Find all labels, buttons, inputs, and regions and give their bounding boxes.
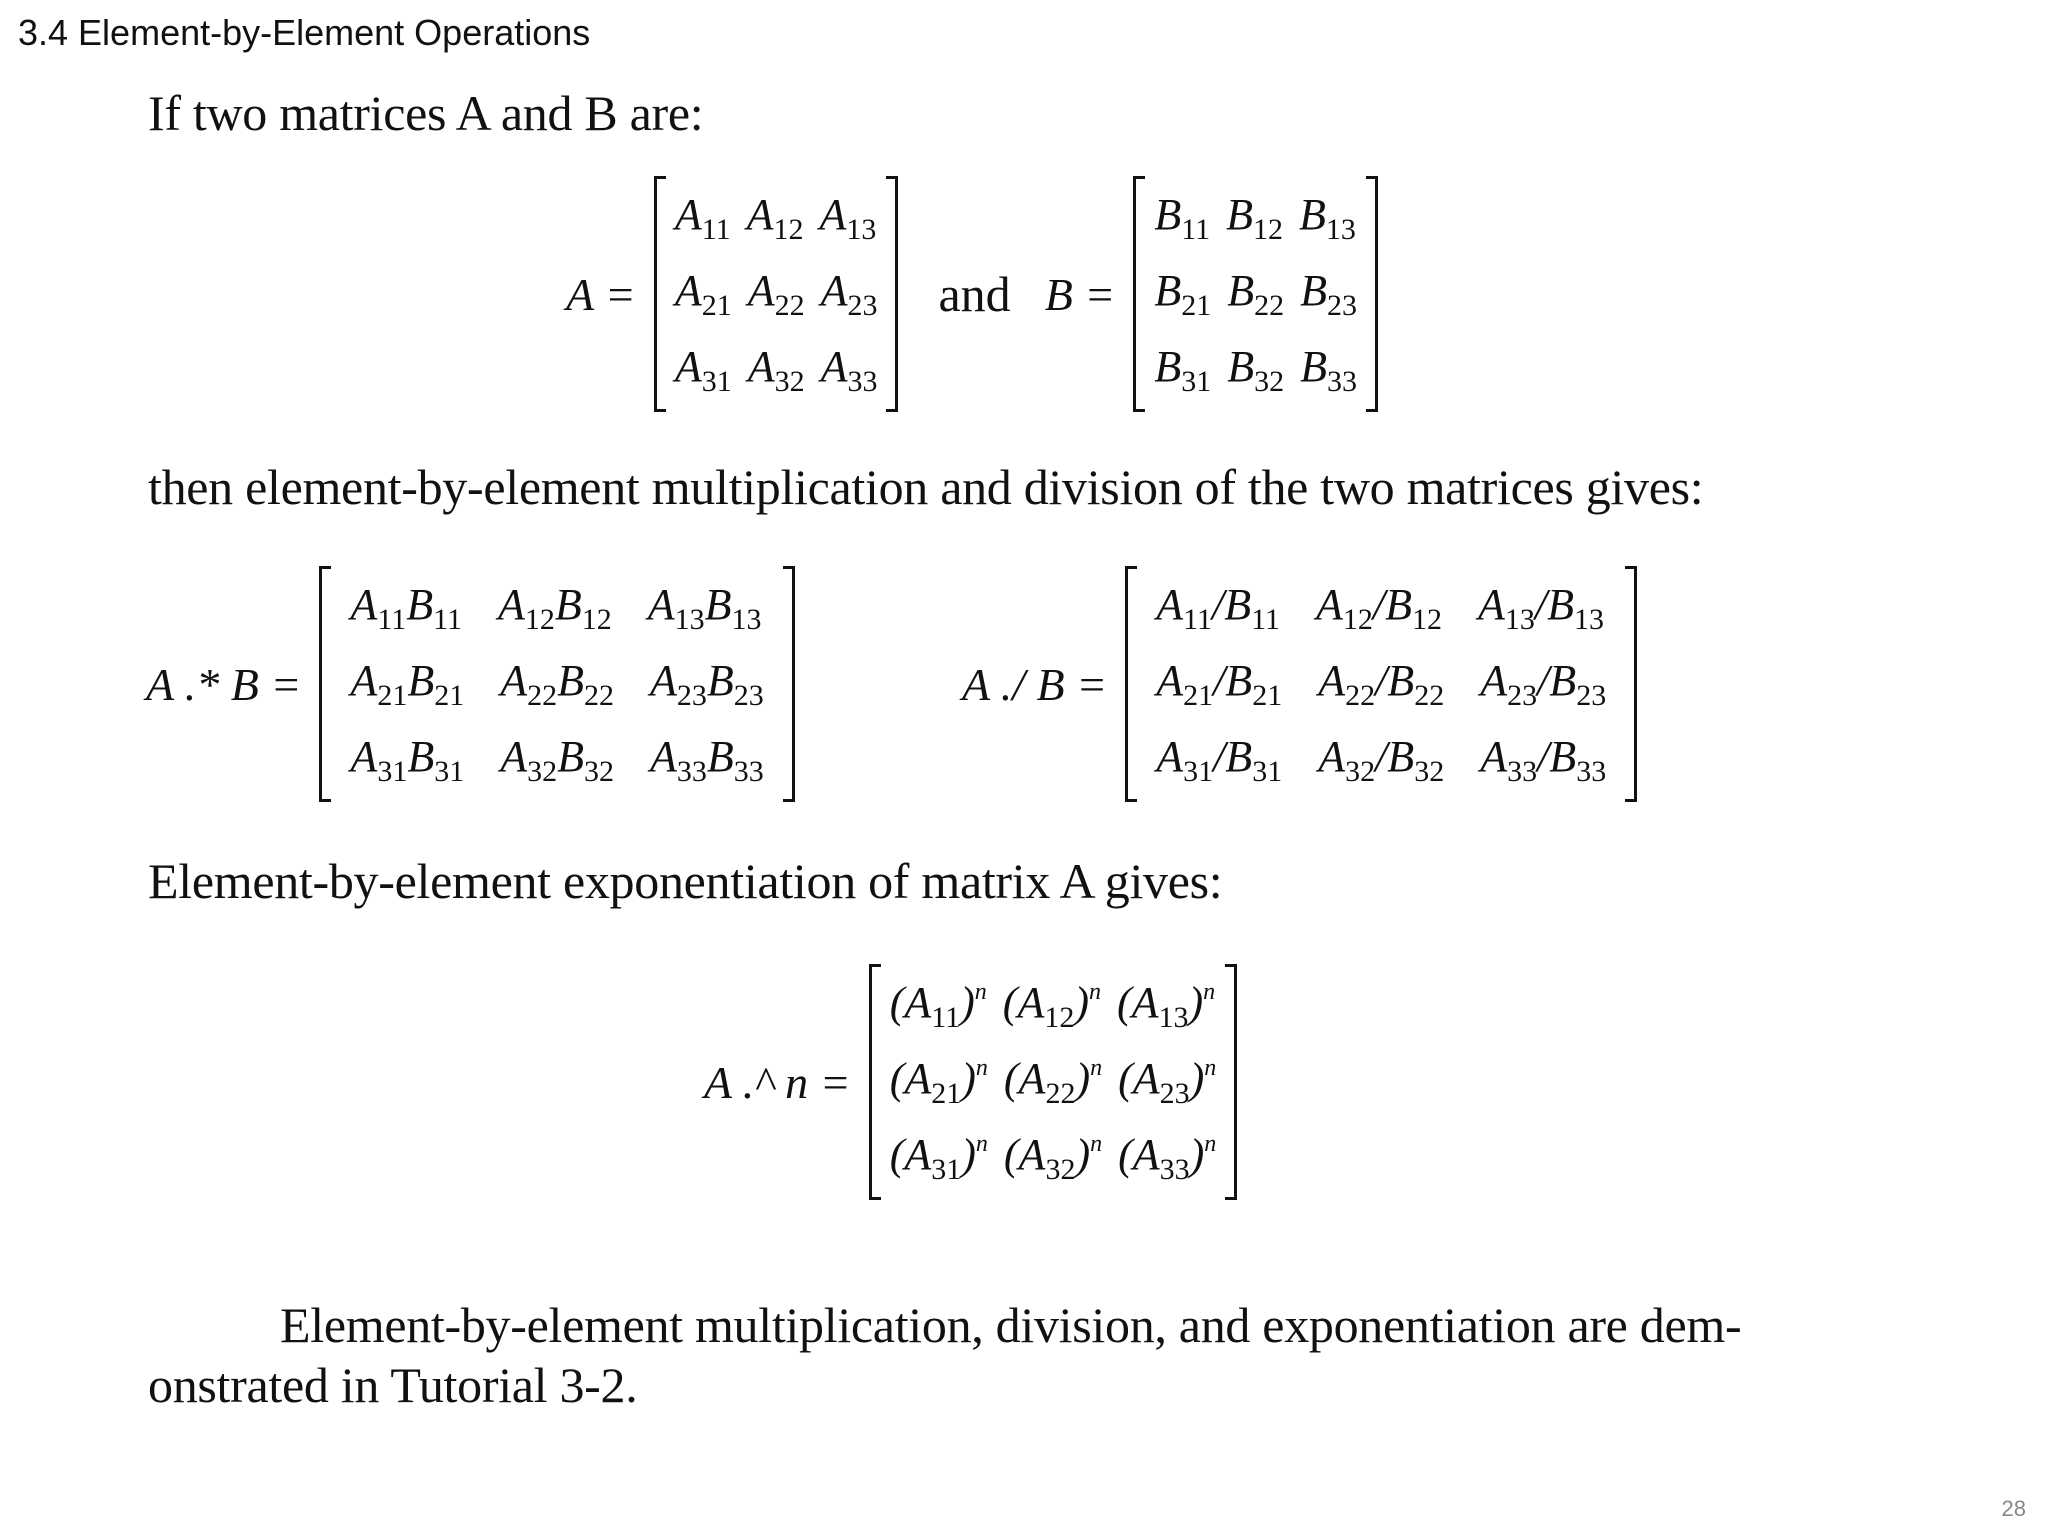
matrix-b-cell: $B_{23}$ — [1300, 266, 1357, 322]
matrix-a-cell: $A_{32}$ — [747, 342, 805, 398]
power-matrix-cell: $(A_{13})^n$ — [1116, 978, 1216, 1034]
product-matrix-cell: $A_{23}B_{23}$ — [649, 656, 764, 712]
matrix-a-row — [667, 332, 886, 408]
product-matrix-row — [332, 646, 781, 722]
product-matrix-row — [332, 570, 781, 646]
division-label: A ./ B = — [962, 658, 1108, 710]
product-matrix-cell: $A_{32}B_{32}$ — [500, 732, 614, 788]
matrix-a-cell: $A_{22}$ — [747, 266, 805, 322]
quotient-matrix-cell: $A_{13}/B_{13}$ — [1477, 580, 1604, 636]
page-number: 28 — [2001, 1496, 2026, 1521]
division-equation — [962, 566, 1637, 802]
exponentiation-label: A .^ n = — [704, 1056, 851, 1108]
matrix-a-row — [667, 180, 886, 256]
matrix-a-cell: $A_{11}$ — [674, 190, 731, 246]
power-matrix-cell: $(A_{11})^n$ — [889, 978, 987, 1034]
quotient-matrix-cell: $A_{12}/B_{12}$ — [1315, 580, 1442, 636]
power-matrix-row — [882, 1120, 1225, 1196]
quotient-matrix-cell: $A_{11}/B_{11}$ — [1156, 580, 1280, 636]
matrix-b-row — [1146, 332, 1365, 408]
quotient-matrix-cell: $A_{23}/B_{23}$ — [1480, 656, 1607, 712]
product-matrix-cell: $A_{33}B_{33}$ — [649, 732, 764, 788]
matrix-b-cell: $B_{31}$ — [1154, 342, 1212, 398]
matrix-b-row — [1146, 180, 1365, 256]
mult-div-text: then element-by-element multiplication and division of the two matrices gives: — [148, 459, 1704, 515]
matrix-a-cell: $A_{12}$ — [746, 190, 804, 246]
matrix-a — [654, 176, 899, 412]
matrix-b — [1133, 176, 1378, 412]
matrix-b-label: B = — [1044, 268, 1116, 320]
matrix-b-cell: $B_{21}$ — [1154, 266, 1212, 322]
product-matrix-cell: $A_{12}B_{12}$ — [497, 580, 612, 636]
product-matrix-row — [332, 722, 781, 798]
matrix-definition-equation — [566, 176, 1378, 412]
quotient-matrix-cell: $A_{32}/B_{32}$ — [1318, 732, 1445, 788]
power-matrix-cell: $(A_{23})^n$ — [1118, 1054, 1217, 1110]
matrix-b-cell: $B_{13}$ — [1299, 190, 1356, 246]
power-matrix-cell: $(A_{12})^n$ — [1002, 978, 1101, 1034]
intro-text: If two matrices A and B are: — [148, 85, 704, 141]
power-matrix-row — [882, 1044, 1225, 1120]
product-matrix-cell: $A_{11}B_{11}$ — [350, 580, 462, 636]
power-matrix-cell: $(A_{21})^n$ — [889, 1054, 988, 1110]
product-matrix-cell: $A_{31}B_{31}$ — [350, 732, 465, 788]
power-matrix — [869, 964, 1238, 1200]
matrix-a-cell: $A_{23}$ — [820, 266, 878, 322]
power-matrix-cell: $(A_{33})^n$ — [1118, 1130, 1217, 1186]
quotient-matrix-row — [1138, 570, 1624, 646]
matrix-a-cell: $A_{21}$ — [674, 266, 732, 322]
power-matrix-cell: $(A_{22})^n$ — [1003, 1054, 1103, 1110]
multiplication-label: A .* B = — [146, 658, 302, 710]
closing-text-line1: Element-by-element multiplication, division, and exponentiation are dem- — [280, 1297, 1742, 1353]
quotient-matrix-cell: $A_{21}/B_{21}$ — [1156, 656, 1283, 712]
exponentiation-equation — [704, 964, 1237, 1200]
exponentiation-text: Element-by-element exponentiation of matrix A gives: — [148, 853, 1223, 909]
matrix-a-label: A = — [566, 268, 636, 320]
matrix-b-cell: $B_{22}$ — [1227, 266, 1285, 322]
matrix-b-row — [1146, 256, 1365, 332]
power-matrix-row — [882, 968, 1225, 1044]
quotient-matrix — [1125, 566, 1637, 802]
quotient-matrix-row — [1138, 722, 1624, 798]
slide-title: 3.4 Element-by-Element Operations — [18, 12, 591, 53]
power-matrix-cell: $(A_{31})^n$ — [889, 1130, 988, 1186]
product-matrix — [319, 566, 794, 802]
matrix-a-cell: $A_{13}$ — [819, 190, 877, 246]
quotient-matrix-row — [1138, 646, 1624, 722]
matrix-a-cell: $A_{31}$ — [674, 342, 732, 398]
quotient-matrix-cell: $A_{33}/B_{33}$ — [1480, 732, 1607, 788]
matrix-b-cell: $B_{32}$ — [1227, 342, 1285, 398]
product-matrix-cell: $A_{21}B_{21}$ — [350, 656, 465, 712]
multiplication-equation — [146, 566, 795, 802]
matrix-b-cell: $B_{11}$ — [1154, 190, 1211, 246]
matrix-b-cell: $B_{12}$ — [1226, 190, 1283, 246]
product-matrix-cell: $A_{22}B_{22}$ — [500, 656, 614, 712]
power-matrix-cell: $(A_{32})^n$ — [1003, 1130, 1103, 1186]
and-connector: and — [938, 266, 1011, 322]
closing-text-line2: onstrated in Tutorial 3-2. — [148, 1357, 638, 1413]
quotient-matrix-cell: $A_{31}/B_{31}$ — [1156, 732, 1283, 788]
matrix-a-cell: $A_{33}$ — [820, 342, 878, 398]
quotient-matrix-cell: $A_{22}/B_{22}$ — [1318, 656, 1445, 712]
matrix-b-cell: $B_{33}$ — [1300, 342, 1357, 398]
matrix-a-row — [667, 256, 886, 332]
product-matrix-cell: $A_{13}B_{13}$ — [647, 580, 762, 636]
